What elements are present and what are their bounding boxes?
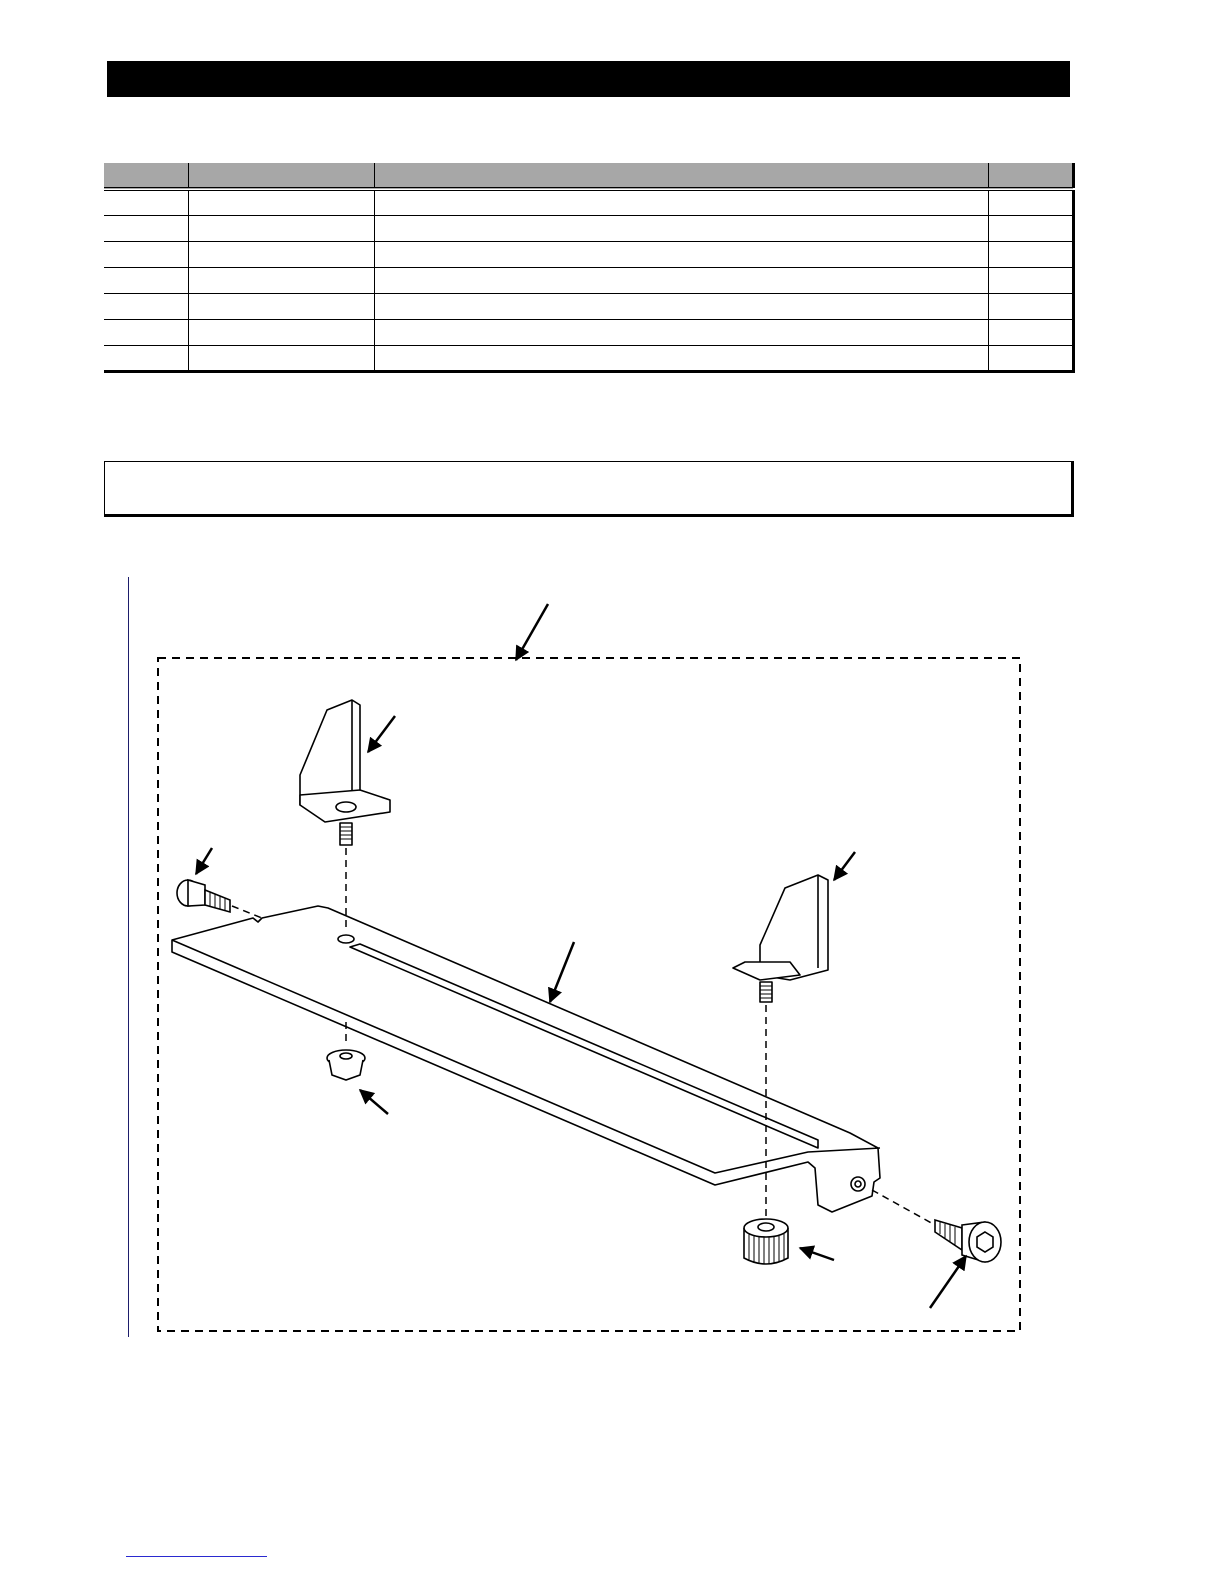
flange-nut-part — [327, 1050, 365, 1080]
right-screw-part — [935, 1220, 1001, 1262]
left-bracket-callout-arrow — [368, 716, 395, 752]
knurled-nut-part — [744, 1219, 788, 1264]
plate-callout-arrow — [550, 942, 574, 1002]
right-bracket-callout-arrow — [834, 852, 855, 880]
assembly-callout-arrow — [516, 604, 548, 660]
flange-nut-callout-arrow — [360, 1090, 388, 1114]
footer-link-underline[interactable] — [126, 1556, 267, 1557]
left-bracket-part — [300, 700, 390, 845]
left-screw-callout-arrow — [196, 848, 212, 874]
right-bracket-part — [733, 875, 828, 1002]
right-screw-callout-arrow — [930, 1256, 966, 1308]
left-screw-part — [177, 880, 230, 912]
knurled-nut-callout-arrow — [800, 1248, 834, 1260]
